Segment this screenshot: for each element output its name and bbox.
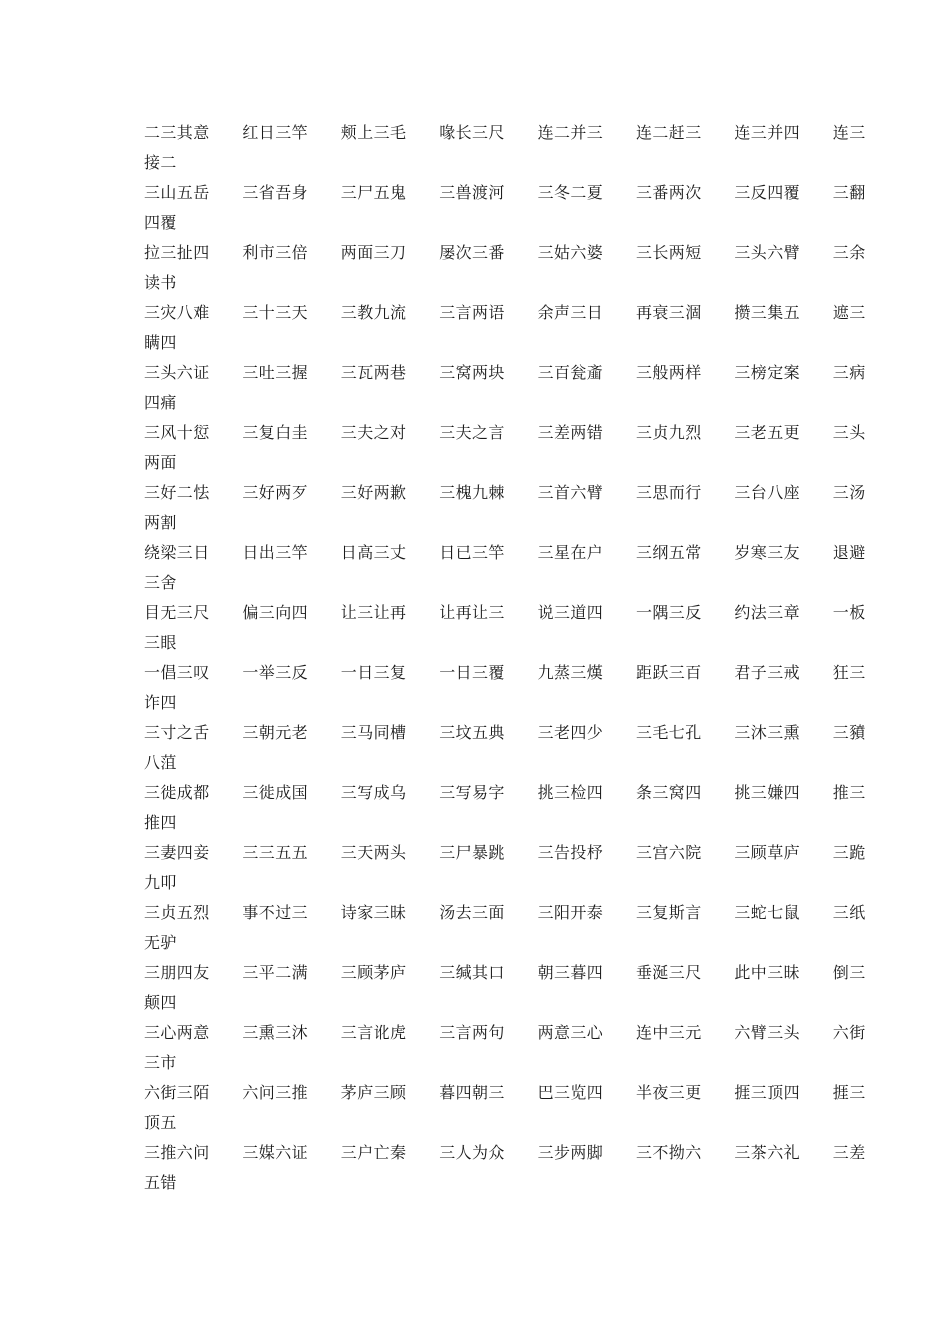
text-line: 三风十愆 三复白圭 三夫之对 三夫之言 三差两错 三贞九烈 三老五更 三头 [144,423,866,442]
text-line: 读书 [144,273,177,292]
text-line: 两割 [144,513,177,532]
text-line: 六街三陌 六问三推 茅庐三顾 暮四朝三 巴三览四 半夜三更 捱三顶四 捱三 [144,1083,866,1102]
text-line: 三推六问 三媒六证 三户亡秦 三人为众 三步两脚 三不拗六 三茶六礼 三差 [144,1143,866,1162]
text-line: 绕梁三日 日出三竿 日高三丈 日已三竿 三星在户 三纲五常 岁寒三友 退避 [144,543,866,562]
text-line: 三朋四友 三平二满 三顾茅庐 三缄其口 朝三暮四 垂涎三尺 此中三昧 倒三 [144,963,866,982]
text-line: 三灾八难 三十三天 三教九流 三言两语 余声三日 再衰三涸 攒三集五 遮三 [144,303,866,322]
idiom-list-text [144,118,866,1198]
text-line: 目无三尺 偏三向四 让三让再 让再让三 说三道四 一隅三反 约法三章 一板 [144,603,866,622]
text-line: 三山五岳 三省吾身 三尸五鬼 三兽渡河 三冬二夏 三番两次 三反四覆 三翻 [144,183,866,202]
text-line: 瞒四 [144,333,177,352]
text-line: 三舍 [144,573,177,592]
text-line: 无驴 [144,933,177,952]
text-line: 五错 [144,1173,177,1192]
text-line: 三贞五烈 事不过三 诗家三昧 汤去三面 三阳开泰 三复斯言 三蛇七鼠 三纸 [144,903,866,922]
text-line: 三好二怯 三好两歹 三好两歉 三槐九棘 三首六臂 三思而行 三台八座 三汤 [144,483,866,502]
text-line: 八菹 [144,753,177,772]
text-line: 接二 [144,153,177,172]
text-line: 诈四 [144,693,177,712]
text-line: 四覆 [144,213,177,232]
text-line: 三妻四妾 三三五五 三天两头 三尸暴跳 三告投杼 三宫六院 三顾草庐 三跪 [144,843,866,862]
text-line: 一倡三叹 一举三反 一日三复 一日三覆 九蒸三熯 距跃三百 君子三戒 狂三 [144,663,866,682]
text-line: 拉三扯四 利市三倍 两面三刀 屡次三番 三姑六婆 三长两短 三头六臂 三余 [144,243,866,262]
text-line: 三头六证 三吐三握 三瓦两巷 三窝两块 三百瓮齑 三般两样 三榜定案 三病 [144,363,866,382]
text-line: 九叩 [144,873,177,892]
text-line: 顶五 [144,1113,177,1132]
text-line: 四痛 [144,393,177,412]
text-line: 三寸之舌 三朝元老 三马同槽 三坟五典 三老四少 三毛七孔 三沐三熏 三豶 [144,723,866,742]
text-line: 颠四 [144,993,177,1012]
text-line: 三心两意 三熏三沐 三言讹虎 三言两句 两意三心 连中三元 六臂三头 六街 [144,1023,866,1042]
text-line: 三眼 [144,633,177,652]
text-line: 二三其意 红日三竿 颊上三毛 喙长三尺 连二并三 连二赶三 连三并四 连三 [144,123,866,142]
text-line: 三市 [144,1053,177,1072]
text-line: 推四 [144,813,177,832]
text-line: 两面 [144,453,177,472]
text-line: 三徙成都 三徙成国 三写成乌 三写易字 挑三检四 条三窝四 挑三嫌四 推三 [144,783,866,802]
